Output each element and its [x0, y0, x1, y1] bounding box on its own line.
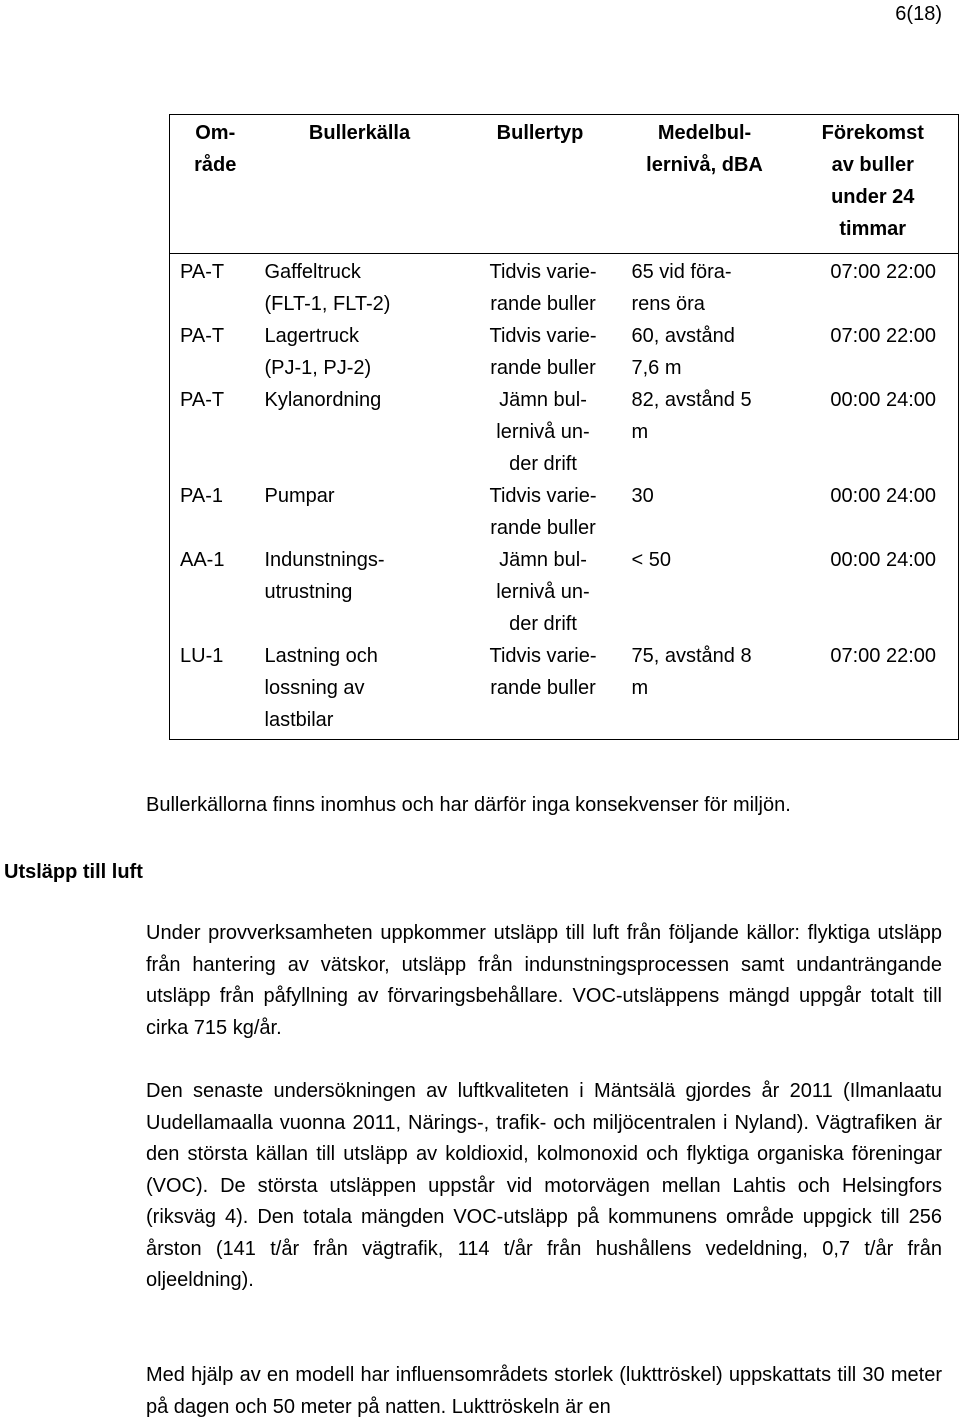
- table-row: [170, 384, 959, 480]
- cell-time: 07:00 22:00: [830, 645, 936, 667]
- noise-note: Bullerkällorna finns inomhus och har därför inga konsekvenser för miljön.: [146, 794, 791, 816]
- cell-time: 00:00 24:00: [830, 549, 936, 571]
- cell-type: Tidvis varie- rande buller: [489, 261, 597, 315]
- header-level: Medelbul- lernivå, dBA: [622, 115, 788, 254]
- table-header-row: [170, 115, 959, 254]
- cell-area: PA-T: [180, 389, 225, 411]
- cell-source: Kylanordning: [264, 389, 382, 411]
- cell-area: PA-T: [180, 261, 225, 283]
- cell-type: Tidvis varie- rande buller: [489, 325, 597, 379]
- table-row: [170, 480, 959, 544]
- header-time: Förekomst av buller under 24 timmar: [788, 115, 959, 254]
- cell-level: 60, avstånd 7,6 m: [631, 325, 735, 379]
- cell-area: PA-1: [180, 485, 223, 507]
- cell-time: 07:00 22:00: [830, 325, 936, 347]
- cell-source: Gaffeltruck (FLT-1, FLT-2): [264, 261, 391, 315]
- cell-source: Pumpar: [264, 485, 335, 507]
- header-source: Bullerkälla: [261, 115, 459, 254]
- paragraph-emission-sources: Under provverksamheten uppkommer utsläpp till luft från följande källor: flyktiga utsläpp från hantering av vätskor, utsläpp från indunstningsprocessen samt undanträngande utsläpp från påfyllning av förvaringsbehållare. VOC-utsläppens mängd uppgår totalt till cirka 715 kg/år.: [146, 922, 942, 1039]
- cell-level: 30: [631, 485, 654, 507]
- header-type: Bullertyp: [459, 115, 622, 254]
- cell-area: PA-T: [180, 325, 225, 347]
- table-row: [170, 320, 959, 384]
- cell-type: Jämn bul- lernivå un- der drift: [496, 549, 590, 635]
- paragraph-odour-model: Med hjälp av en modell har influensområdets storlek (lukttröskel) uppskattats till 30 meter på dagen och 50 meter på natten. Lukttröskeln är en: [146, 1364, 942, 1418]
- cell-level: 65 vid föra- rens öra: [631, 261, 732, 315]
- page-number: 6(18): [895, 3, 942, 25]
- header-area: Om- råde: [170, 115, 261, 254]
- cell-source: Lastning och lossning av lastbilar: [264, 645, 378, 731]
- table-row: [170, 544, 959, 640]
- section-heading-air-emissions: Utsläpp till luft: [4, 861, 143, 883]
- cell-level: < 50: [631, 549, 671, 571]
- cell-type: Tidvis varie- rande buller: [489, 645, 597, 699]
- cell-time: 00:00 24:00: [830, 389, 936, 411]
- cell-type: Jämn bul- lernivå un- der drift: [496, 389, 590, 475]
- table-row: [170, 640, 959, 740]
- cell-level: 82, avstånd 5 m: [631, 389, 752, 443]
- noise-source-table: [169, 114, 959, 740]
- cell-source: Lagertruck (PJ-1, PJ-2): [264, 325, 372, 379]
- cell-area: LU-1: [180, 645, 224, 667]
- table-row: [170, 254, 959, 321]
- cell-area: AA-1: [180, 549, 225, 571]
- cell-time: 00:00 24:00: [830, 485, 936, 507]
- paragraph-air-quality: Den senaste undersökningen av luftkvaliteten i Mäntsälä gjordes år 2011 (Ilmanlaatu Uudellamaalla vuonna 2011, Närings-, trafik- och miljöcentralen i Nyland). Vägtrafiken är den största källan till utsläpp av koldioxid, kolmonoxid och flyktiga organiska föreningar (VOC). De största utsläppen uppstår vid motorvägen mellan Lahtis och Helsingfors (riksväg 4). Den totala mängden VOC-utsläpp på kommunens område uppgick till 256 årston (141 t/år från vägtrafik, 114 t/år från hushållens vedeldning, 0,7 t/år från oljeeldning).: [146, 1080, 942, 1291]
- cell-source: Indunstnings- utrustning: [264, 549, 385, 603]
- cell-time: 07:00 22:00: [830, 261, 936, 283]
- cell-type: Tidvis varie- rande buller: [489, 485, 597, 539]
- cell-level: 75, avstånd 8 m: [631, 645, 752, 699]
